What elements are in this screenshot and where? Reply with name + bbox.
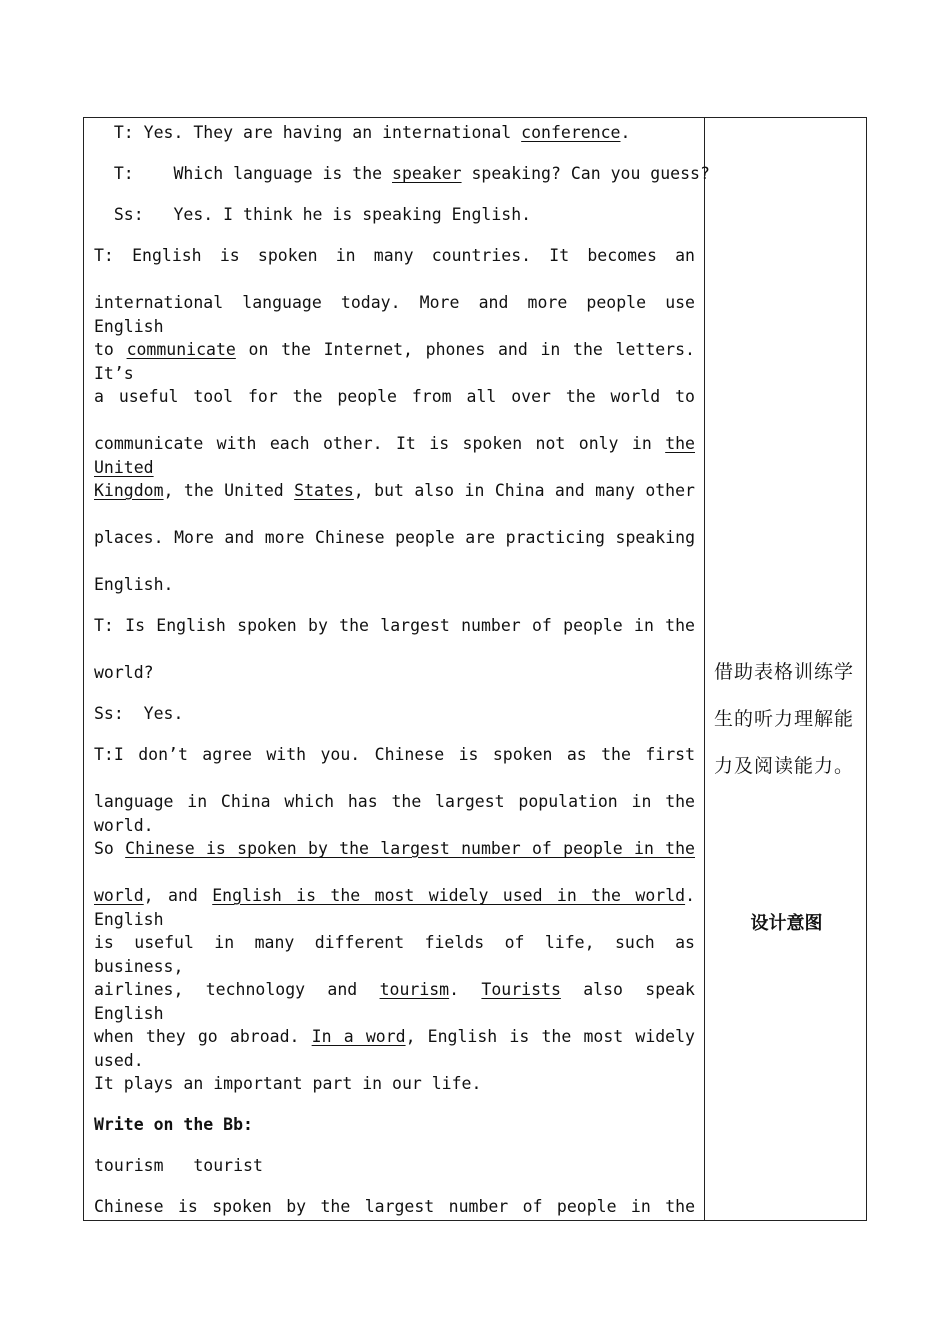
dialogue-line: [94, 479, 695, 503]
underlined-term: Chinese is spoken by the largest number of people in the: [125, 839, 695, 858]
text-segment: Ss: Yes. I think he is speaking English.: [94, 205, 532, 224]
dialogue-line: [94, 743, 695, 767]
underlined-term: the United: [94, 434, 695, 477]
text-segment: , the United: [163, 481, 295, 500]
blackboard-line: [94, 1154, 695, 1178]
text-segment: world?: [94, 663, 154, 682]
text-segment: T: English is spoken in many countries. It becomes an: [94, 246, 695, 265]
dialogue-line: [94, 203, 695, 227]
text-segment: places. More and more Chinese people are practicing speaking: [94, 528, 695, 547]
design-note-line: 生的听力理解能: [714, 708, 855, 730]
dialogue-line: [94, 291, 695, 336]
dialogue-line: [94, 790, 695, 835]
text-segment: tourism tourist: [94, 1156, 263, 1175]
dialogue-line: [94, 1025, 695, 1070]
text-segment: , and: [143, 886, 213, 905]
text-segment: , but also in China and many other: [353, 481, 695, 500]
underlined-term: world: [94, 886, 144, 905]
text-segment: when they go abroad.: [94, 1027, 312, 1046]
text-segment: speaking? Can you guess?: [461, 164, 710, 183]
dialogue-line: [94, 884, 695, 929]
text-segment: Ss: Yes.: [94, 704, 184, 723]
dialogue-line: [94, 121, 695, 145]
dialogue-line: [94, 244, 695, 268]
text-segment: So: [94, 839, 126, 858]
dialogue-line: [94, 162, 710, 186]
text-segment: Chinese is spoken by the largest number of people in the: [94, 1197, 695, 1216]
text-segment: is useful in many different fields of life, such as business,: [94, 933, 695, 976]
underlined-term: speaker: [392, 164, 462, 183]
text-segment: language in China which has the largest population in the world.: [94, 792, 695, 835]
text-segment: to: [94, 340, 127, 359]
dialogue-line: [94, 661, 695, 685]
underlined-term: In a word: [311, 1027, 406, 1046]
text-segment: a useful tool for the people from all over the world to: [94, 387, 695, 406]
text-segment: . English: [94, 886, 695, 929]
text-segment: also speak English: [94, 980, 695, 1023]
dialogue-line: [94, 702, 695, 726]
underlined-term: Kingdom: [94, 481, 164, 500]
dialogue-line: [94, 614, 695, 638]
underlined-term: conference: [521, 123, 621, 142]
dialogue-line: [94, 432, 695, 477]
underlined-term: States: [294, 481, 354, 500]
dialogue-line: [94, 837, 695, 861]
text-segment: international language today. More and more people use English: [94, 293, 695, 336]
dialogue-line: [94, 1072, 695, 1096]
column-divider: [704, 117, 705, 1221]
underlined-term: communicate: [126, 340, 236, 359]
underlined-term: tourism: [379, 980, 450, 999]
dialogue-line: [94, 931, 695, 976]
underlined-term: English is the most widely used in the world: [212, 886, 686, 905]
design-intent-label: 设计意图: [750, 913, 823, 934]
dialogue-line: [94, 573, 695, 597]
blackboard-heading: [94, 1113, 695, 1137]
text-segment: , English is the most widely used.: [94, 1027, 695, 1070]
dialogue-line: [94, 338, 695, 383]
dialogue-line: [94, 978, 695, 1023]
text-segment: T: Yes. They are having an international: [94, 123, 522, 142]
text-segment: .: [620, 123, 631, 142]
text-segment: English.: [94, 575, 174, 594]
dialogue-line: [94, 385, 695, 409]
text-segment: T: Is English spoken by the largest number of people in the: [94, 616, 695, 635]
text-segment: It plays an important part in our life.: [94, 1074, 482, 1093]
text-segment: T:I don’t agree with you. Chinese is spoken as the first: [94, 745, 695, 764]
design-note-line: 借助表格训练学: [714, 661, 855, 683]
text-segment: communicate with each other. It is spoken not only in: [94, 434, 666, 453]
text-segment: airlines, technology and: [94, 980, 380, 999]
dialogue-line: [94, 526, 695, 550]
text-segment: on the Internet, phones and in the letters. It’s: [94, 340, 695, 383]
blackboard-line: [94, 1195, 695, 1219]
design-note-line: 力及阅读能力。: [714, 755, 855, 777]
text-segment: .: [449, 980, 482, 999]
bold-text: Write on the Bb:: [94, 1115, 253, 1134]
text-segment: T: Which language is the: [94, 164, 393, 183]
underlined-term: Tourists: [481, 980, 561, 999]
